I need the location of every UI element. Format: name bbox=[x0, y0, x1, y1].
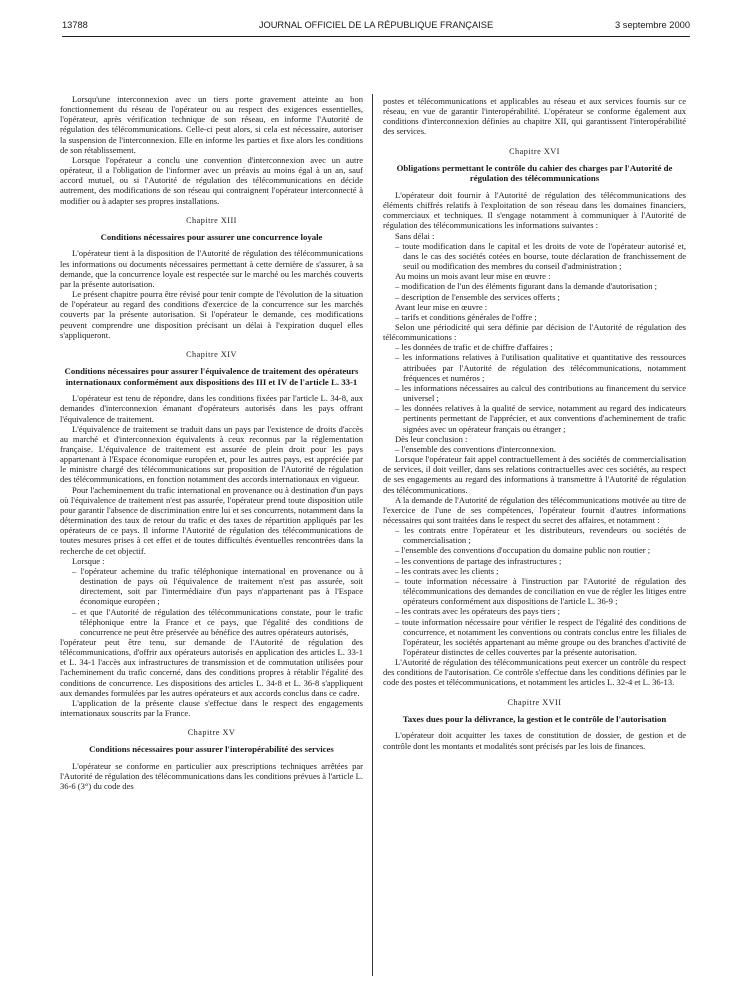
chapter-label: Chapitre XV bbox=[187, 728, 236, 738]
section-lead: Avant leur mise en œuvre : bbox=[395, 301, 488, 312]
list-item: – l'ensemble des conventions d'occupation du domaine public non routier ; bbox=[395, 545, 651, 556]
list-item: – les conventions de partage des infrastructures ; bbox=[395, 555, 562, 566]
section-lead: Au moins un mois avant leur mise en œuvre : bbox=[395, 271, 551, 282]
section-lead: Selon une périodicité qui sera définie par décision de l'Autorité de régulation des télécommunications : bbox=[383, 322, 686, 343]
chapter-label: Chapitre XVI bbox=[509, 146, 560, 156]
chapter-title: Conditions nécessaires pour assurer l'interopérabilité des services bbox=[89, 744, 334, 755]
list-item: – et que l'Autorité de régulation des télécommunications constate, pour le trafic téléphonique entre la France et ce pays, que l'égalité des conditions de concurrence ne peut être préservée au bénéfice des autres opérateurs autorisés, bbox=[72, 606, 363, 637]
section-lead: Dès leur conclusion : bbox=[395, 433, 468, 444]
list-item: – toute information nécessaire pour vérifier le respect de l'égalité des conditions de concurrence, et notamment les conventions ou contrats conclus entre les filiales de l'opérateur, les sociétés appartenant au même groupe ou des branches d'activité de l'opérateur distinctes de celles couvertes par la présente autorisation. bbox=[395, 616, 686, 657]
chapter-label: Chapitre XIII bbox=[186, 215, 237, 225]
chapter-label: Chapitre XIV bbox=[186, 349, 237, 359]
column-divider bbox=[372, 94, 373, 976]
list-item: – les informations nécessaires au calcul des contributions au financement du service universel ; bbox=[395, 382, 686, 404]
paragraph: L'opérateur doit acquitter les taxes de constitution de dossier, de gestion et de contrôle dont les montants et modalités sont précisés par les lois de finances. bbox=[383, 730, 686, 751]
list-item: – l'opérateur achemine du trafic téléphonique international en provenance ou à destination de pays où l'équivalence de traitement n'est pas assurée, soit directement, soit par l'intermédiaire d'un pays n'appartenant pas à l'Espace économique européen ; bbox=[72, 565, 363, 607]
list-item: – les contrats avec les clients ; bbox=[395, 565, 499, 576]
right-column bbox=[383, 96, 686, 751]
list-item: – les informations relatives à l'utilisation qualitative et quantitative des ressources attribuées par l'Autorité de régulation des télécommunications, notamment fréquences et numéros ; bbox=[395, 352, 686, 383]
paragraph: Lorsque l'opérateur fait appel contractuellement à des sociétés de commercialisation de services, il doit veiller, dans ses relations contractuelles avec ces sociétés, au respect de ses engagements au regard des informations à transmettre à l'Autorité de régulation des télécommunications. bbox=[383, 454, 686, 495]
paragraph: L'opérateur se conforme en particulier aux prescriptions techniques arrêtées par l'Autorité de régulation des télécommunications dans les conditions prévues à l'article L. 36-6 (3°) du code des bbox=[60, 760, 363, 792]
paragraph: Lorsque : bbox=[72, 555, 105, 566]
paragraph: L'Autorité de régulation des télécommunications peut exercer un contrôle du respect des conditions de l'autorisation. Ce contrôle s'effectue dans les conditions définies par le code des postes et télécommunications, et notamment les articles L. 32-4 et L. 36-13. bbox=[383, 657, 686, 688]
paragraph: A la demande de l'Autorité de régulation des télécommunications motivée au titre de l'exercice de l'une de ses compétences, l'opérateur fournit d'autres informations nécessaires qui sont traitées dans le respect du secret des affaires, et notamment : bbox=[383, 494, 686, 525]
paragraph: L'opérateur tient à la disposition de l'Autorité de régulation des télécommunications les informations ou documents nécessaires permettant à cette dernière de s'assurer, à sa demande, que la concurrence loyale est respectée sur le marché ou les marchés couverts par la présente autorisation. bbox=[60, 248, 363, 289]
list-item: – les données relatives à la qualité de service, notamment au regard des indicateurs pertinents permettant de l'apprécier, et aux conventions d'acheminement de trafic signées avec un opérateur français ou étranger ; bbox=[395, 403, 686, 434]
publication-date: 3 septembre 2000 bbox=[615, 20, 690, 30]
chapter-title: Conditions nécessaires pour assurer une concurrence loyale bbox=[100, 231, 323, 242]
list-item: – tarifs et conditions générales de l'offre ; bbox=[395, 311, 537, 322]
paragraph: postes et télécommunications et applicables au réseau et aux services fournis sur ce réseau, en vue de garantir l'interopérabilité. L'opérateur se conforme également aux conditions d'interconnexion définies au chapitre XII, qui garantissent l'interopérabilité des services. bbox=[383, 96, 686, 137]
section-lead: Sans délai : bbox=[395, 230, 435, 241]
paragraph: Le présent chapitre pourra être révisé pour tenir compte de l'évolution de la situation de l'opérateur au regard des conditions d'exercice de la concurrence sur les marchés couverts par la présente autorisation. Si l'opérateur le demande, ces modifications peuvent comprendre une disposition précisant un délai à l'expiration duquel elles s'appliqueront. bbox=[60, 289, 363, 340]
paragraph: Pour l'acheminement du trafic international en provenance ou à destination d'un pays où l'équivalence de traitement n'est pas assurée, l'opérateur prend toute disposition utile pour garantir l'absence de discrimination entre lui et ses concurrents, notamment dans la détermination des taux de retour du trafic et des taxes de répartition appliqués par les opérateurs de ce pays. Il informe l'Autorité de régulation des télécommunications de toutes mesures prises à cet effet et de toutes difficultés éventuelles rencontrées dans la recherche de cet objectif. bbox=[60, 484, 363, 556]
list-item: – les contrats avec les opérateurs des pays tiers ; bbox=[395, 606, 560, 617]
chapter-title: Obligations permettant le contrôle du cahier des charges par l'Autorité de régulation des télécommunications bbox=[396, 162, 673, 184]
paragraph: L'opérateur est tenu de répondre, dans les conditions fixées par l'article L. 34-8, aux demandes d'interconnexion émanant d'opérateurs autorisés dans les pays offrant l'équivalence de traitement. bbox=[60, 393, 363, 424]
paragraph: L'équivalence de traitement se traduit dans un pays par l'existence de droits d'accès au marché et d'interconnexion équivalents à ceux reconnus par la réglementation française. L'équivalence de traitement est assurée de plein droit pour les pays appartenant à l'Espace économique européen et, pour les autres pays, est appréciée par le ministre chargé des télécommunications sur proposition de l'Autorité de régulation des télécommunications, en fonction notamment des accords internationaux en vigueur. bbox=[60, 423, 363, 485]
journal-title: JOURNAL OFFICIEL DE LA RÉPUBLIQUE FRANÇAISE bbox=[258, 20, 494, 30]
left-column bbox=[60, 94, 363, 791]
list-item: – les contrats entre l'opérateur et les distributeurs, revendeurs ou sociétés de commercialisation ; bbox=[395, 525, 686, 546]
paragraph: L'application de la présente clause s'effectue dans le respect des engagements internationaux souscrits par la France. bbox=[60, 697, 363, 719]
page-number: 13788 bbox=[62, 20, 88, 30]
chapter-title: Taxes dues pour la délivrance, la gestion et le contrôle de l'autorisation bbox=[402, 713, 667, 724]
paragraph: Lorsqu'une interconnexion avec un tiers porte gravement atteinte au bon fonctionnement du réseau de l'opérateur ou au respect des exigences essentielles, l'opérateur, après vérification technique de son réseau, en informe l'Autorité de régulation des télécommunications. Celle-ci peut alors, si cela est nécessaire, autoriser la suspension de l'interconnexion. Elle en informe les parties et fixe alors les conditions de son rétablissement. bbox=[60, 94, 363, 155]
paragraph: Lorsque l'opérateur a conclu une convention d'interconnexion avec un autre opérateur, il a l'obligation de l'informer avec un préavis au moins égal à un an, sauf accord mutuel, ou si l'Autorité de régulation des télécommunications en décide autrement, des modifications de son réseau qui contraignent l'opérateur interconnecté à modifier ou à adapter ses propres installations. bbox=[60, 154, 363, 206]
paragraph: L'opérateur doit fournir à l'Autorité de régulation des télécommunications des éléments chiffrés relatifs à l'exploitation de son réseau dans les domaines financiers, commerciaux et techniques. Il s'engage notamment à communiquer à l'Autorité de régulation des télécommunications les informations suivantes : bbox=[383, 189, 686, 231]
list-item: – l'ensemble des conventions d'interconnexion. bbox=[395, 443, 556, 454]
list-item: – les données de trafic et de chiffre d'affaires ; bbox=[395, 342, 553, 353]
header-rule bbox=[62, 36, 690, 37]
page-header bbox=[62, 20, 690, 34]
chapter-title: Conditions nécessaires pour assurer l'équivalence de traitement des opérateurs internationaux conformément aux dispositions des III et IV de l'article L. 33-1 bbox=[64, 366, 359, 387]
list-item: – toute information nécessaire à l'instruction par l'Autorité de régulation des télécommunications des demandes de conciliation en vue de régler les litiges entre opérateurs conformément aux dispositions de l'article L. 36-9 ; bbox=[395, 575, 686, 607]
paragraph: l'opérateur peut être tenu, sur demande de l'Autorité de régulation des télécommunications, d'offrir aux opérateurs autorisés en application des articles L. 33-1 et L. 34-1 l'accès aux infrastructures de transmission et de commutation utilisées pour l'acheminement du trafic concerné, dans des conditions propres à rétablir l'égalité des conditions de concurrence. Les dispositions des articles L. 34-8 et L. 36-8 s'appliquent aux demandes formulées par les autres opérateurs et aux accords conclus dans ce cadre. bbox=[60, 636, 363, 698]
list-item: – description de l'ensemble des services offerts ; bbox=[395, 291, 560, 302]
chapter-label: Chapitre XVII bbox=[507, 697, 562, 707]
list-item: – modification de l'un des éléments figurant dans la demande d'autorisation ; bbox=[395, 281, 658, 292]
list-item: – toute modification dans le capital et les droits de vote de l'opérateur autorisé et, dans le cas des sociétés cotées en bourse, toute déclaration de franchissement de seuil ou modification des membres du conseil d'administration ; bbox=[395, 240, 686, 272]
